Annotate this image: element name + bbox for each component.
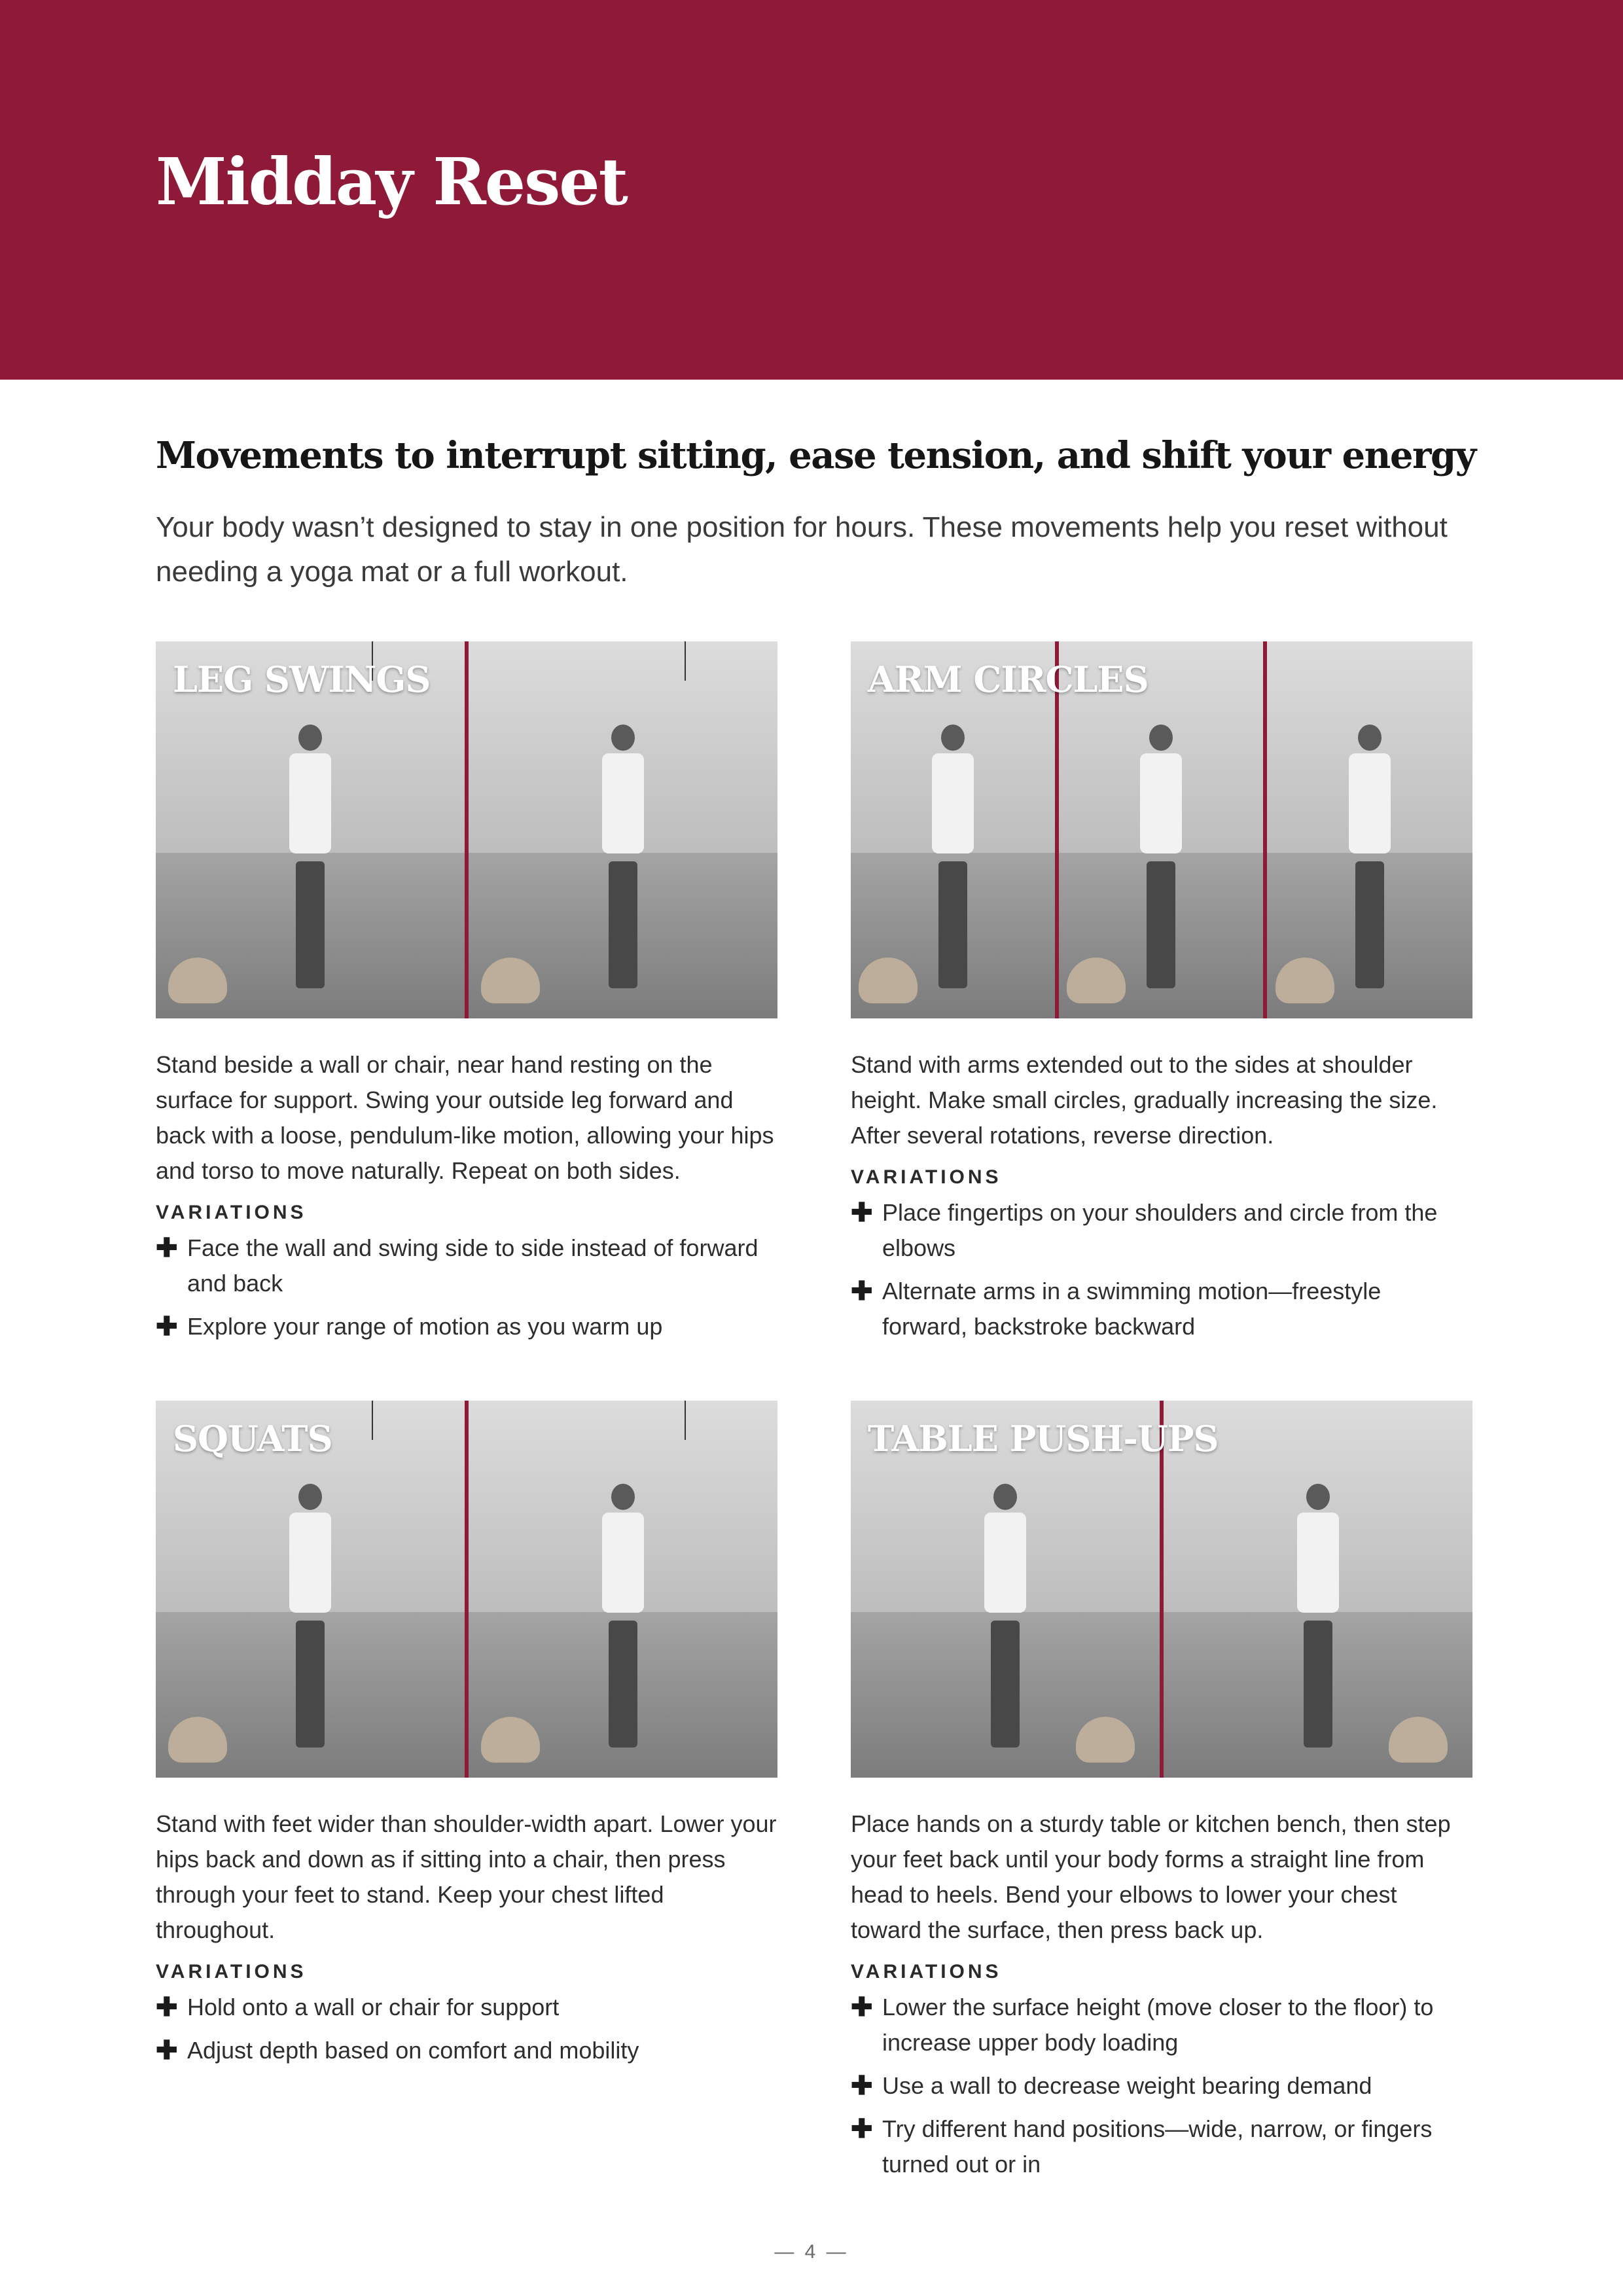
variation-item: ✚ Explore your range of motion as you warm up — [156, 1309, 777, 1344]
variation-item: ✚ Face the wall and swing side to side instead of forward and back — [156, 1230, 777, 1301]
photo-panel — [469, 1401, 777, 1778]
plus-icon: ✚ — [851, 2115, 873, 2144]
photo-panel — [469, 641, 777, 1018]
variation-item: ✚ Lower the surface height (move closer to the floor) to increase upper body loading — [851, 1990, 1472, 2060]
photo-panel — [1267, 641, 1472, 1018]
exercise-title: LEG SWINGS — [173, 658, 431, 700]
plus-icon: ✚ — [156, 1234, 178, 1263]
plus-icon: ✚ — [851, 2072, 873, 2100]
exercise-description: Stand with arms extended out to the sides at shoulder height. Make small circles, gradually increasing the size. After several rotations, reverse direction. — [851, 1051, 1438, 1149]
exercise-photo — [851, 641, 1472, 1018]
plus-icon: ✚ — [851, 1277, 873, 1306]
exercise-description: Stand with feet wider than shoulder-width apart. Lower your hips back and down as if sitting into a chair, then press through your feet to stand. Keep your chest lifted throughout. — [156, 1810, 777, 1943]
section-subtitle: Movements to interrupt sitting, ease tension, and shift your energy — [156, 434, 1476, 477]
variation-item: ✚ Alternate arms in a swimming motion—freestyle forward, backstroke backward — [851, 1274, 1472, 1344]
exercise-card-leg-swings — [156, 641, 777, 1352]
plus-icon: ✚ — [156, 1993, 178, 2022]
exercise-description: Place hands on a sturdy table or kitchen bench, then step your feet back until your body forms a straight line from head to heels. Bend your elbows to lower your chest toward the surface, then press back up. — [851, 1810, 1451, 1943]
exercise-card-squats — [156, 1401, 777, 2076]
page-number: — 4 — — [774, 2241, 849, 2263]
variations-list — [851, 1195, 1472, 1344]
exercise-title: TABLE PUSH-UPS — [868, 1418, 1219, 1460]
exercise-card-arm-circles — [851, 641, 1472, 1352]
variation-item: ✚ Try different hand positions—wide, narrow, or fingers turned out or in — [851, 2111, 1472, 2182]
exercise-title: SQUATS — [173, 1418, 332, 1460]
variation-item: ✚ Hold onto a wall or chair for support — [156, 1990, 777, 2025]
plus-icon: ✚ — [156, 1312, 178, 1341]
exercise-title: ARM CIRCLES — [868, 658, 1149, 700]
intro-paragraph: Your body wasn’t designed to stay in one position for hours. These movements help you reset without needing a yoga mat or a full workout. — [156, 511, 1448, 588]
exercise-card-table-push-ups — [851, 1401, 1472, 2190]
variations-list — [156, 1230, 777, 1344]
variations-list — [851, 1990, 1472, 2182]
variations-heading: VARIATIONS — [156, 1202, 307, 1223]
header-banner — [0, 0, 1623, 380]
variations-heading: VARIATIONS — [156, 1961, 307, 1982]
variation-item: ✚ Use a wall to decrease weight bearing demand — [851, 2068, 1472, 2104]
plus-icon: ✚ — [156, 2036, 178, 2065]
plus-icon: ✚ — [851, 1993, 873, 2022]
variations-list — [156, 1990, 777, 2068]
exercise-photo — [156, 641, 777, 1018]
plus-icon: ✚ — [851, 1198, 873, 1227]
variation-item: ✚ Adjust depth based on comfort and mobility — [156, 2033, 777, 2068]
exercise-photo — [851, 1401, 1472, 1778]
variation-item: ✚ Place fingertips on your shoulders and circle from the elbows — [851, 1195, 1472, 1266]
variations-heading: VARIATIONS — [851, 1961, 1002, 1982]
page-title: Midday Reset — [156, 145, 627, 220]
exercise-description: Stand beside a wall or chair, near hand resting on the surface for support. Swing your outside leg forward and back with a loose, pendulum-like motion, allowing your hips and torso to move naturally. Repeat on both sides. — [156, 1051, 774, 1184]
variations-heading: VARIATIONS — [851, 1166, 1002, 1188]
exercise-photo — [156, 1401, 777, 1778]
